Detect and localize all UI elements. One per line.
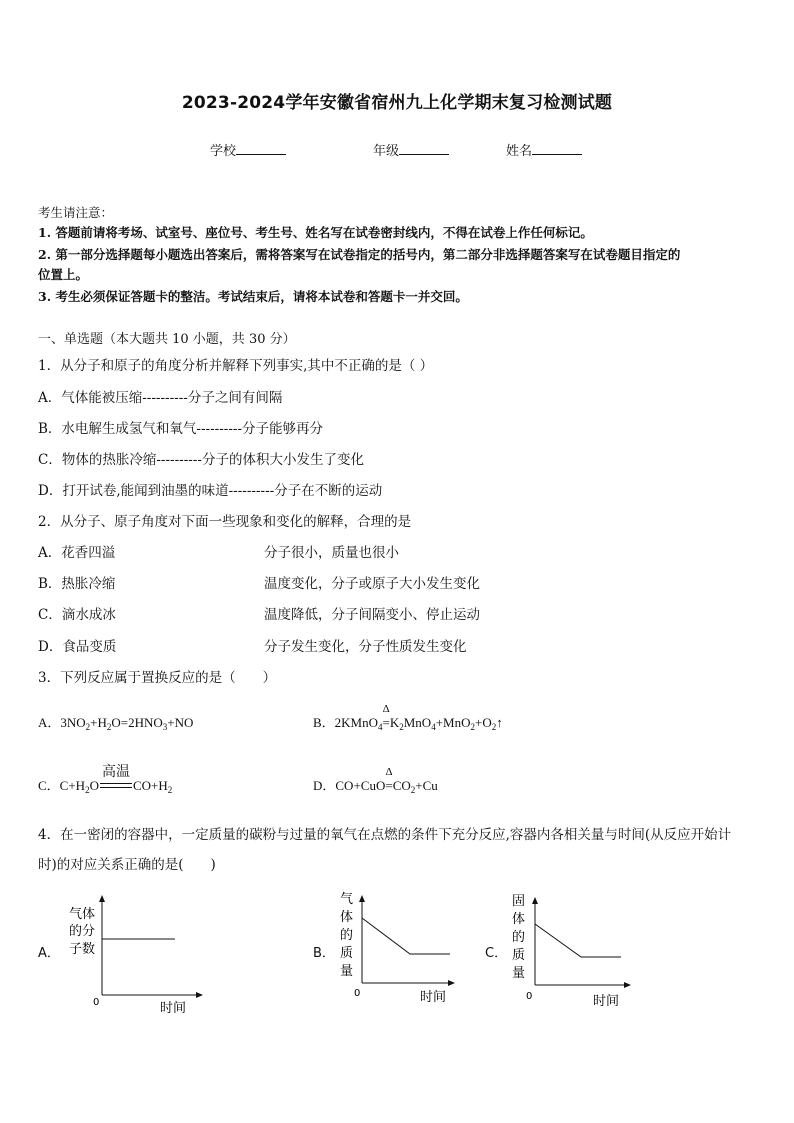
q3-d-part: CO — [392, 778, 411, 793]
q2-option-a[interactable]: A．花香四溢 — [38, 545, 116, 561]
page-title: 2023-2024学年安徽省宿州九上化学期末复习检测试题 — [181, 93, 613, 113]
q4-stem-line1: 4．在一密闭的容器中，一定质量的碳粉与过量的氧气在点燃的条件下充分反应,容器内各相关量与时间(从反应开始计 — [38, 827, 732, 843]
q4-option-b-label[interactable]: B． — [313, 946, 335, 961]
q3-b-part: MnO — [403, 715, 432, 730]
q3-b-sub: 4 — [378, 722, 383, 732]
q1-option-d[interactable]: D．打开试卷,能闻到油墨的味道----------分子在不断的运动 — [38, 483, 383, 499]
graph-b-ylabel: 的 — [340, 928, 354, 943]
graph-c-y-arrow — [532, 897, 538, 904]
graph-c-ylabel: 质 — [512, 948, 526, 963]
q2-stem: 2．从分子、原子角度对下面一些现象和变化的解释，合理的是 — [38, 514, 412, 530]
name-label: 姓名 — [506, 144, 533, 159]
q2-option-b-explain: 温度变化，分子或原子大小发生变化 — [264, 576, 480, 592]
graph-a-ylabel: 子数 — [69, 942, 96, 957]
q3-a-sub: 2 — [106, 722, 112, 732]
q3-option-b-label: B． — [313, 715, 335, 730]
grade-label: 年级 — [373, 144, 400, 159]
section-heading: 一、单选题（本大题共 10 小题，共 30 分） — [38, 332, 296, 347]
q3-c-part: C+H — [59, 778, 86, 793]
high-temp-condition — [99, 764, 133, 794]
high-temp-label: 高温 — [101, 764, 130, 780]
q4-option-c-label[interactable]: C． — [485, 946, 508, 961]
q3-b-sub: 4 — [431, 722, 436, 732]
heat-condition: Δ = — [382, 703, 390, 730]
q3-b-part: 2KMnO — [334, 715, 379, 730]
q3-option-a[interactable] — [38, 712, 193, 732]
q3-b-sub: 2 — [399, 722, 404, 732]
notice-heading: 考生请注意： — [38, 205, 114, 220]
q2-option-a-explain: 分子很小，质量也很小 — [264, 545, 399, 561]
name-blank[interactable] — [532, 142, 582, 155]
graph-a-xlabel: 时间 — [160, 1001, 187, 1016]
school-label: 学校 — [210, 144, 237, 159]
q3-b-sub: 2 — [491, 722, 497, 732]
heat-symbol: Δ — [382, 703, 390, 715]
school-field[interactable] — [210, 140, 286, 159]
graph-a-ylabel: 的分 — [69, 924, 96, 939]
graph-b-xlabel: 时间 — [420, 990, 447, 1005]
graph-b-curve — [362, 918, 450, 954]
q3-option-d[interactable] — [313, 766, 438, 795]
graph-a-x-arrow — [196, 992, 203, 998]
q4-graph-b[interactable] — [332, 885, 462, 1010]
graph-c-ylabel: 固 — [512, 894, 526, 909]
notice-item-2: 2. 第一部分选择题每小题选出答案后，需将答案写在试卷指定的括号内，第二部分非选择题答案写在试卷题目指定的 — [38, 247, 681, 262]
q2-option-d[interactable]: D．食品变质 — [38, 639, 117, 655]
q3-a-part: O=2HNO — [111, 715, 163, 730]
q3-d-part: CO+CuO — [335, 778, 386, 793]
q3-b-part: +O — [474, 715, 492, 730]
name-field[interactable] — [506, 140, 582, 159]
q3-option-b[interactable] — [313, 703, 503, 732]
q3-a-part: 3NO — [60, 715, 86, 730]
school-blank[interactable] — [236, 142, 286, 155]
graph-b-origin: 0 — [354, 988, 361, 999]
graph-c-curve — [535, 924, 621, 957]
heat-symbol: Δ — [385, 766, 393, 778]
graph-c-xlabel: 时间 — [593, 994, 620, 1009]
graph-c-origin: 0 — [526, 991, 533, 1002]
grade-blank[interactable] — [399, 142, 449, 155]
graph-a-y-arrow — [99, 895, 105, 902]
q3-a-part: +NO — [167, 715, 194, 730]
q3-b-sub: 2 — [470, 722, 475, 732]
notice-item-2-cont: 位置上。 — [38, 267, 89, 282]
q2-option-b[interactable]: B．热胀冷缩 — [38, 576, 116, 592]
q3-d-part: +Cu — [415, 778, 438, 793]
q1-option-a[interactable]: A．气体能被压缩----------分子之间有间隔 — [38, 390, 283, 406]
q2-option-c-explain: 温度降低，分子间隔变小、停止运动 — [264, 607, 480, 623]
graph-c-x-arrow — [624, 982, 631, 988]
q4-graph-a[interactable] — [60, 895, 220, 1020]
q3-stem: 3．下列反应属于置换反应的是（ ） — [38, 670, 277, 686]
q1-option-b[interactable]: B．水电解生成氢气和氧气----------分子能够再分 — [38, 421, 324, 437]
notice-item-3: 3. 考生必须保证答题卡的整洁。考试结束后，请将本试卷和答题卡一并交回。 — [38, 289, 468, 304]
q3-b-part: K — [389, 715, 400, 730]
graph-b-y-arrow — [359, 895, 365, 902]
q3-option-c[interactable] — [38, 764, 173, 795]
q3-b-part: +MnO — [435, 715, 471, 730]
graph-b-ylabel: 质 — [340, 946, 354, 961]
graph-b-ylabel: 气 — [340, 892, 354, 907]
q1-stem: 1．从分子和原子的角度分析并解释下列事实,其中不正确的是（ ） — [38, 358, 434, 374]
q2-option-c[interactable]: C．滴水成冰 — [38, 607, 116, 623]
graph-a-ylabel: 气体 — [69, 907, 96, 922]
q2-option-d-explain: 分子发生变化，分子性质发生变化 — [264, 639, 467, 655]
heat-condition: Δ = — [385, 766, 393, 793]
q3-a-sub: 2 — [85, 722, 91, 732]
notice-item-1: 1. 答题前请将考场、试室号、座位号、考生号、姓名写在试卷密封线内，不得在试卷上作任何标记。 — [38, 225, 593, 240]
grade-field[interactable] — [373, 140, 449, 159]
q3-c-part: CO+H — [132, 778, 168, 793]
q3-option-c-label: C． — [38, 778, 60, 793]
graph-c-ylabel: 体 — [512, 912, 526, 927]
q4-graph-c[interactable] — [503, 887, 638, 1012]
graph-b-ylabel: 量 — [340, 964, 354, 979]
q3-c-sub: 2 — [167, 785, 173, 795]
graph-b-ylabel: 体 — [340, 910, 354, 925]
q4-stem-line2: 时)的对应关系正确的是( ) — [38, 857, 216, 873]
q3-option-d-label: D． — [313, 778, 336, 793]
graph-c-ylabel: 量 — [512, 966, 526, 981]
graph-c-ylabel: 的 — [512, 930, 526, 945]
q3-b-part: ↑ — [496, 715, 503, 730]
q3-a-part: +H — [90, 715, 107, 730]
graph-a-origin: 0 — [93, 997, 100, 1008]
q3-option-a-label: A． — [38, 715, 61, 730]
graph-b-x-arrow — [448, 980, 455, 986]
q3-a-sub: 3 — [162, 722, 168, 732]
q3-c-part: O — [89, 778, 99, 793]
q4-option-a-label[interactable]: A． — [38, 946, 60, 961]
q1-option-c[interactable]: C．物体的热胀冷缩----------分子的体积大小发生了变化 — [38, 452, 364, 468]
q3-d-sub: 2 — [410, 785, 416, 795]
q3-c-sub: 2 — [85, 785, 90, 795]
